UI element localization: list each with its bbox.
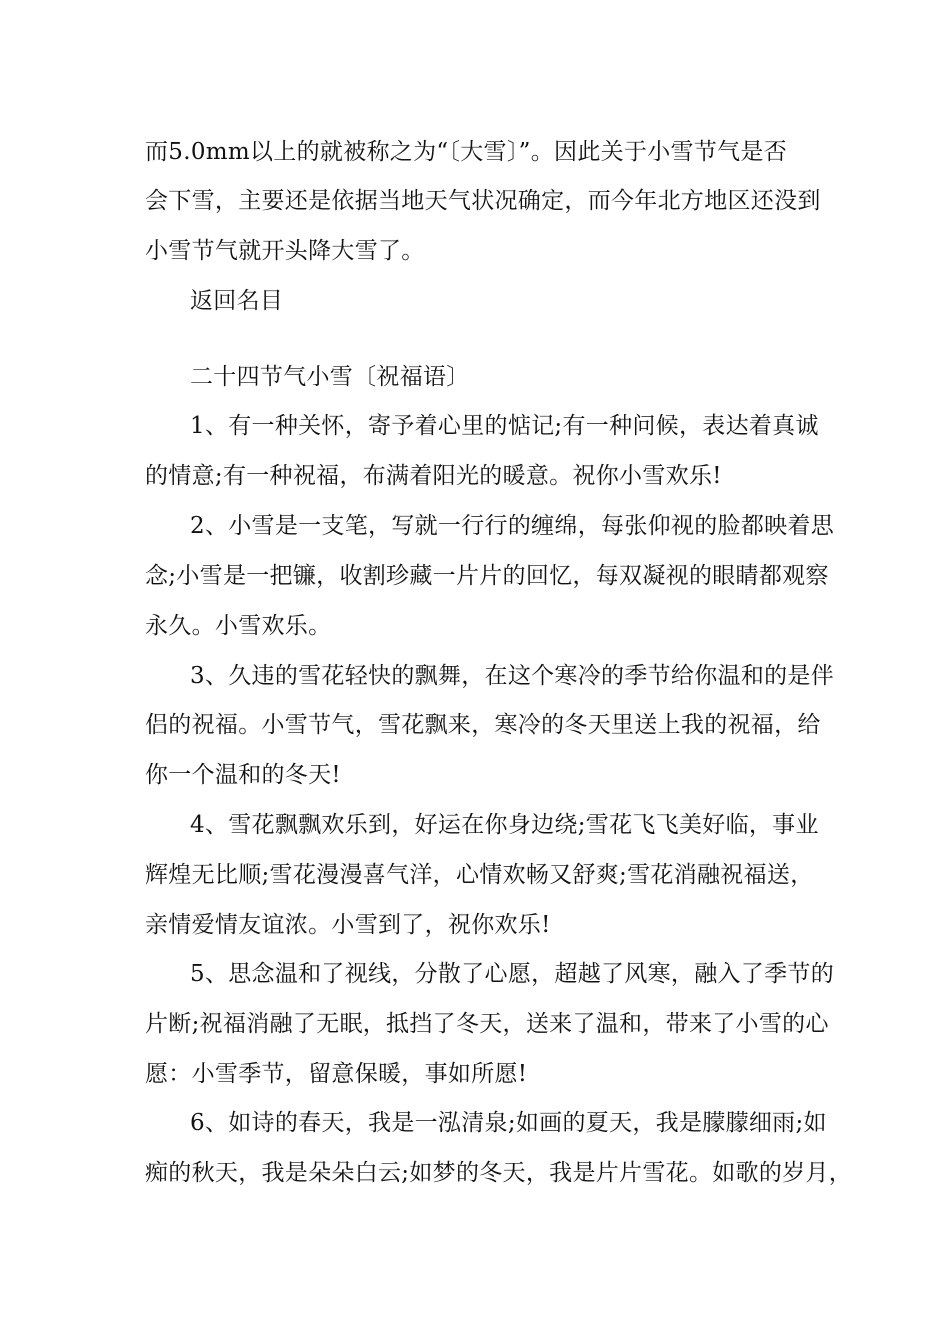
back-to-contents-link[interactable]: 返回名目 [190, 288, 284, 314]
blessing-4-line-2: 辉煌无比顺;雪花漫漫喜气洋，心情欢畅又舒爽;雪花消融祝福送， [145, 862, 814, 888]
blessing-4-line-1: 4、雪花飘飘欢乐到，好运在你身边绕;雪花飞飞美好临，事业 [190, 812, 819, 838]
blessing-6-line-2: 痴的秋天，我是朵朵白云;如梦的冬天，我是片片雪花。如歌的岁月， [145, 1160, 853, 1186]
blessing-2-line-1: 2、小雪是一支笔，写就一行行的缠绵，每张仰视的脸都映着思 [190, 513, 835, 539]
blessing-5-line-1: 5、思念温和了视线，分散了心愿，超越了风寒，融入了季节的 [190, 961, 835, 987]
intro-line-2: 会下雪，主要还是依据当地天气状况确定，而今年北方地区还没到 [145, 188, 821, 214]
blessing-3-line-1: 3、久违的雪花轻快的飘舞，在这个寒冷的季节给你温和的是伴 [190, 663, 835, 689]
blessing-2-line-3: 永久。小雪欢乐。 [145, 613, 332, 639]
intro-line-1: 而5.0mm以上的就被称之为“〔大雪〕”。因此关于小雪节气是否 [145, 139, 788, 165]
intro-line-3: 小雪节气就开头降大雪了。 [145, 238, 425, 264]
section-title: 二十四节气小雪〔祝福语〕 [190, 364, 470, 390]
blessing-2-line-2: 念;小雪是一把镰，收割珍藏一片片的回忆，每双凝视的眼睛都观察 [145, 563, 829, 589]
blessing-4-line-3: 亲情爱情友谊浓。小雪到了，祝你欢乐! [145, 912, 551, 938]
blessing-1-line-1: 1、有一种关怀，寄予着心里的惦记;有一种问候，表达着真诚 [190, 413, 819, 439]
blessing-3-line-3: 你一个温和的冬天! [145, 762, 341, 788]
blessing-5-line-2: 片断;祝福消融了无眠，抵挡了冬天，送来了温和，带来了小雪的心 [145, 1011, 829, 1037]
blessing-5-line-3: 愿：小雪季节，留意保暖，事如所愿! [145, 1061, 528, 1087]
blessing-3-line-2: 侣的祝福。小雪节气，雪花飘来，寒冷的冬天里送上我的祝福，给 [145, 712, 821, 738]
blessing-1-line-2: 的情意;有一种祝福，布满着阳光的暖意。祝你小雪欢乐! [145, 463, 722, 489]
blessing-6-line-1: 6、如诗的春天，我是一泓清泉;如画的夏天，我是朦朦细雨;如 [190, 1110, 827, 1136]
